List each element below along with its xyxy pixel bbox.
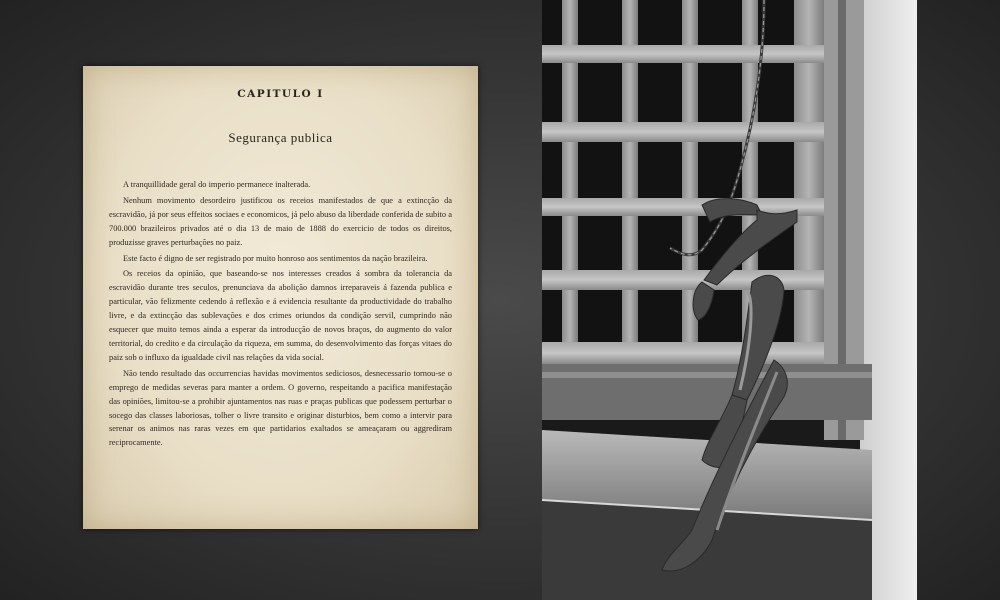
barred-door-photo: [542, 0, 917, 600]
paragraph: A tranquillidade geral do imperio permanece inalterada.: [123, 180, 311, 189]
document-page: [83, 66, 478, 529]
chapter-heading: CAPITULO I: [237, 88, 324, 100]
paragraph: Os receios da opinião, que baseando-se nos interesses creados á sombra da tolerancia da escravidão durante tres seculos, prenunciava da abolição damnos irreparaveis á fazenda publica e particular, vão felizmente cedendo á reflexão e á evidencia resultante da productividade do trabalho livre, e da extincção das sublevações e dos crimes oriundos da condição servil, cumprindo não esquecer que muito temos ainda a esperar da introducção de novos braços, do augmento do valor territorial, do credito e da circulação da riqueza, em summa, do desenvolvimento das forças vitaes do paiz sob o influxo da igualdade civil nas relações da vida social.: [109, 269, 452, 362]
paragraph: Nenhum movimento desordeiro justificou os receios manifestados de que a extincção da escravidão, já por seus effeitos sociaes e economicos, já pelo abuso da liberdade conferida de subito a 700.000 brazileiros privados até o dia 13 de maio de 1888 do exercicio de todos os direitos, produzisse graves perturbações no paiz.: [109, 195, 452, 247]
paragraph: Este facto é digno de ser registrado por muito honroso aos sentimentos da nação brazileira.: [123, 253, 428, 263]
section-title: Segurança publica: [228, 130, 333, 145]
paragraph: Não tendo resultado das occurrencias havidas movimentos sediciosos, desnecessario tornou-se o emprego de medidas severas para manter a ordem. O governo, respeitando a pacifica manifestação das opiniões, limitou-se a prohibir ajuntamentos nas ruas e praças publicas que podessem perturbar o socego das classes laboriosas, tolher o livre transito e originar disturbios, bem como a intervir para serenar os animos nas raras vezes em que partidarios exaltados se ameaçaram ou aggrediram reciprocamente.: [109, 368, 452, 448]
